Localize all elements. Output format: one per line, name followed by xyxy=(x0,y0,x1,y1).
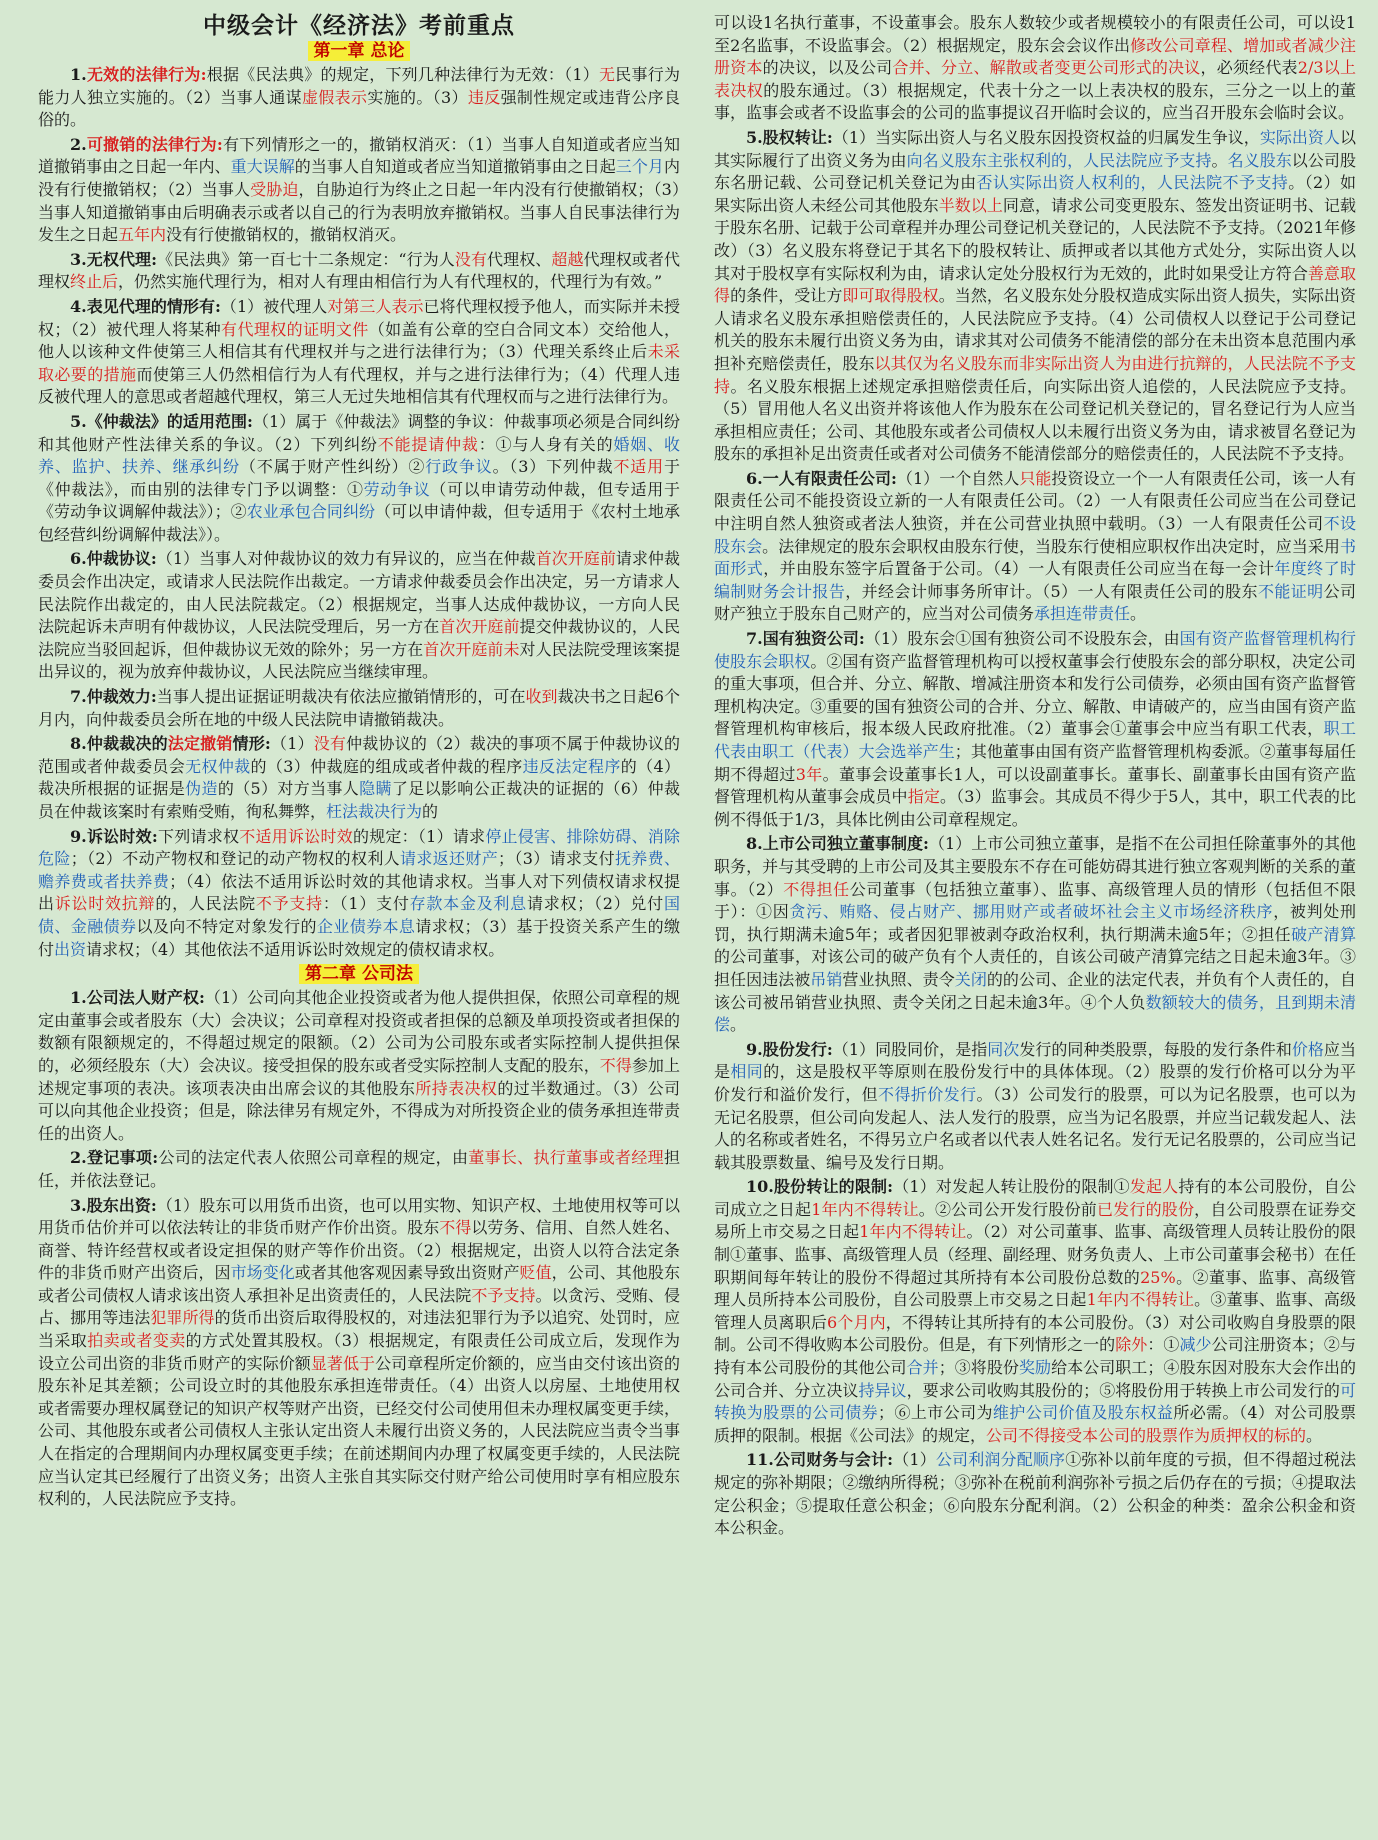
text-run: 犯罪所得 xyxy=(150,1308,215,1328)
text-run: 枉法裁决行为 xyxy=(326,802,423,821)
section-label: 1.公司法人财产权: xyxy=(70,988,205,1008)
text-run: 善意取得 xyxy=(714,263,1356,306)
text-run: 有代理权的证明文件 xyxy=(221,319,369,339)
text-run: 持异议 xyxy=(858,1380,907,1400)
text-run: 的货币出资后取得股权的，对违法犯罪行为予以追究、处罚时，应当采取 xyxy=(38,1308,680,1351)
section-label: 6.一人有限责任公司: xyxy=(746,468,897,488)
text-run: 修改公司章程、增加或者减少注册资本 xyxy=(714,35,1356,78)
text-run: 的规定：（1）请求 xyxy=(352,826,486,846)
section-paragraph xyxy=(714,1176,1356,1447)
text-run: 国债、金融债券 xyxy=(38,894,680,936)
section-label: 2. xyxy=(70,134,87,154)
section-paragraph xyxy=(714,833,1356,1036)
text-run: 1年内不得转让 xyxy=(811,1199,919,1219)
text-run: 向名义股东主张权利的，人民法院应予支持 xyxy=(906,150,1212,170)
text-run: 请求返还财产 xyxy=(400,849,499,869)
text-run: 25% xyxy=(1140,1267,1176,1287)
text-run: 贬值 xyxy=(519,1263,552,1283)
text-run: 不予支持 xyxy=(471,1285,536,1305)
chapter-heading xyxy=(38,41,680,61)
section-label: 可撤销的法律行为: xyxy=(86,134,223,154)
section-paragraph xyxy=(714,468,1356,626)
section-label: 7.国有独资公司: xyxy=(746,629,865,649)
section-paragraph xyxy=(714,12,1356,125)
section-label: 6.仲裁协议: xyxy=(70,549,157,569)
text-run: 企业债券本息 xyxy=(316,916,416,936)
text-run: （1）股东可以用货币出资，也可以用实物、知识产权、土地使用权等可以用货币估价并可以依法转让的非货币财产作价出资。股东 xyxy=(38,1195,680,1238)
text-run: 没有行使撤销权的，撤销权消灭。 xyxy=(166,225,407,245)
text-run: 不能证明 xyxy=(1257,581,1324,601)
text-run: ，并由股东签字后置备于公司。（4）一人有限责任公司应当在每一会计 xyxy=(763,559,1275,579)
text-run: （1） xyxy=(270,734,314,754)
text-run: 即可取得股权 xyxy=(842,286,939,306)
text-run: 发行的同种类股票，每股的发行条件和 xyxy=(1019,1039,1292,1059)
text-run: 承担连带责任 xyxy=(1034,604,1131,624)
text-run: （可以申请劳动仲裁，但专适用于《劳动争议调解仲裁法》）；② xyxy=(38,479,680,522)
text-run: ：①与人身有关的 xyxy=(478,434,614,454)
text-run: 公司不得接受本公司的股票作为质押权的标的 xyxy=(986,1425,1307,1445)
section-paragraph xyxy=(38,686,680,731)
text-run: 董事长、执行董事或者经理 xyxy=(468,1148,664,1168)
text-run: 关闭 xyxy=(954,969,987,989)
left-column xyxy=(38,12,680,1832)
text-run: 的，人民法院 xyxy=(155,894,256,914)
text-run: 不予支持 xyxy=(255,894,323,914)
section-label: 4.表见代理的情形有: xyxy=(70,296,221,316)
text-run: 年度终了时编制财务会计报告 xyxy=(714,559,1356,601)
text-run: 存款本金及利息 xyxy=(409,894,527,914)
text-run: 贪污、贿赂、侵占财产、挪用财产或者破坏社会主义市场经济秩序 xyxy=(789,902,1274,922)
text-run: 。名义股东根据上述规定承担赔偿责任后，向实际出资人追偿的，人民法院应予支持。（5）冒用他人名义出资并将该他人作为股东在公司登记机关登记的，冒名登记行为人应当承担相应责任；公司、其他股东或者公司债权人以未履行出资义务为由，请求被冒名登记为股东的承担补足出资责任或者对公司债务不能清偿部分的赔偿责任的，人民法院不予支持。 xyxy=(714,376,1356,464)
text-run: 以及向不特定对象发行的 xyxy=(136,916,317,936)
section-paragraph xyxy=(38,1195,680,1511)
section-paragraph xyxy=(714,1449,1356,1539)
section-label: 1. xyxy=(70,65,87,84)
text-run: 公司的法定代表人依照公司章程的规定，由 xyxy=(158,1148,469,1168)
section-paragraph xyxy=(38,249,680,294)
text-run: 的，这是股权平等原则在股份发行中的具体体现。（2）股票的发行价格可以分为平价发行和溢价发行，但 xyxy=(714,1062,1356,1104)
text-run: 的（4）裁决所根据的证据是 xyxy=(38,756,680,799)
text-run: 公司注册资本；②与持有本公司股份的其他公司 xyxy=(714,1335,1356,1378)
text-run: 农业承包合同纠纷 xyxy=(246,502,376,522)
text-run: 伪造 xyxy=(185,779,218,799)
text-run: （1）公司向其他企业投资或者为他人提供担保，依照公司章程的规定由董事会或者股东（大）会决议；公司章程对投资或者担保的总额及单项投资或者担保的数额有限额规定的，不得超过规定的限额。（2）公司为公司股东或者实际控制人提供担保的，必须经股东（大）会决议。接受担保的股东或者受实际控制人支配的股东， xyxy=(38,988,680,1075)
text-run: 。②公司公开发行股份前 xyxy=(918,1199,1097,1219)
text-run: 可转换为股票的公司债券 xyxy=(714,1380,1356,1423)
text-run: 三个月 xyxy=(615,157,664,177)
text-run: 首次开庭前 xyxy=(439,617,520,637)
text-run: 违反 xyxy=(467,87,501,107)
text-run: 以其实际履行了出资义务为由 xyxy=(714,127,1356,170)
text-run: 而使第三人仍然相信行为人有代理权，并与之进行法律行为；（4）代理人违反被代理人的意思或者超越代理权，第三人无过失地相信其有代理权而与之进行法律行为。 xyxy=(38,364,680,407)
section-label: 10.股份转让的限制: xyxy=(746,1177,894,1197)
text-run: 收到 xyxy=(525,687,558,707)
text-run: 给本公司职工；④股东因对股东大会作出的公司合并、分立决议 xyxy=(714,1358,1356,1400)
text-run: 公司财产独立于股东自己财产的，应当对公司债务 xyxy=(714,581,1356,624)
right-column xyxy=(714,12,1356,1832)
text-run: 未采取必要的措施 xyxy=(38,342,680,384)
text-run: 请求仲裁委员会作出决定，或请求人民法院作出裁定。一方请求仲裁委员会作出决定，另一方请求人民法院作出裁定的，由人民法院裁定。（2）根据规定，当事人达成仲裁协议，一方向人民法院起诉未声明有仲裁协议，人民法院受理后，另一方在 xyxy=(38,549,680,637)
text-run: 当事人提出证据证明裁决有依法应撤销情形的，可在 xyxy=(156,687,526,707)
text-run: 。 xyxy=(730,1015,747,1035)
text-run: 1年内不得转让 xyxy=(1086,1290,1195,1310)
text-run: ，不得转让其所持有的本公司股份。（3）对公司收购自身股票的限制。公司不得收购本公司股份。但是，有下列情形之一的 xyxy=(714,1312,1356,1355)
section-paragraph xyxy=(38,987,680,1145)
text-run: ，仍然实施代理行为，相对人有理由相信行为人有代理权的，代理行为有效。” xyxy=(118,272,663,292)
section-label: 无效的法律行为: xyxy=(86,65,207,84)
chapter-heading-text: 第一章 总论 xyxy=(308,41,411,61)
text-run: 。当然，名义股东处分股权造成实际出资人损失，实际出资人请求名义股东承担赔偿责任的，人民法院应予支持。（4）公司债权人以登记于公司登记机关的股东未履行出资义务为由，请求其对公司债务不能清偿的部分在未出资本息范围内承担补充赔偿责任，股东 xyxy=(714,286,1356,373)
text-run: 的决议，以及公司 xyxy=(762,58,893,78)
text-run: 不适用 xyxy=(613,457,664,477)
text-run: 《民法典》第一百七十二条规定：“行为人 xyxy=(157,249,455,269)
text-run: 。③董事、监事、高级管理人员离职后 xyxy=(714,1290,1356,1332)
text-run: 出资 xyxy=(54,939,87,959)
section-paragraph xyxy=(38,134,680,247)
text-run: 的的公司、企业的法定代表，并负有个人责任的，自该公司被吊销营业执照、责令关闭之日起未逾3年。④个人负 xyxy=(714,969,1356,1012)
text-run: 仲裁协议的（2）裁决的事项不属于仲裁协议的范围或者仲裁委员会 xyxy=(38,734,680,776)
text-run: 投资设立一个一人有限责任公司，该一人有限责任公司不能投资设立新的一人有限责任公司。（2）一人有限责任公司应当在公司登记中注明自然人独资或者法人独资，并在公司营业执照中载明。（3）一人有限责任公司 xyxy=(714,468,1356,534)
text-run: 持有的本公司股份，自公司成立之日起 xyxy=(714,1177,1356,1219)
section-paragraph xyxy=(714,127,1356,466)
text-run: 裁决书之日起6个月内，向仲裁委员会所在地的中级人民法院申请撤销裁决。 xyxy=(38,687,680,729)
text-run: 公司董事（包括独立董事）、监事、高级管理人员的情形（包括但不限于）：①因 xyxy=(714,879,1356,922)
text-run: 。 xyxy=(1211,150,1228,170)
text-run: 婚姻、收养、监护、扶养、继承纠纷 xyxy=(38,434,680,477)
chapter-heading xyxy=(38,964,680,984)
text-run: 提交仲裁协议的，人民法院应当驳回起诉，但仲裁协议无效的除外；另一方在 xyxy=(38,617,680,659)
text-run: 。董事会设董事长1人，可以设副董事长。董事长、副董事长由国有资产监督管理机构从董事会成员中 xyxy=(714,764,1356,807)
text-run: 所必需。（4）对公司股票质押的限制。根据《公司法》的规定， xyxy=(714,1403,1356,1445)
text-run: 应当是 xyxy=(714,1039,1356,1082)
text-run: ：① xyxy=(1147,1335,1180,1355)
text-run: 民事行为能力人独立实施的。（2）当事人通谋 xyxy=(38,65,680,107)
text-run: ①弥补以前年度的亏损，但不得超过税法规定的弥补期限；②缴纳所得税；③弥补在税前利润弥补亏损之后仍存在的亏损；④提取法定公积金；⑤提取任意公积金；⑥向股东分配利润。（2）公积金的种类：盈余公积金和资本公积金。 xyxy=(714,1450,1356,1538)
text-run: （1）被代理人 xyxy=(220,296,328,316)
section-paragraph xyxy=(714,1039,1356,1175)
text-run: 减少 xyxy=(1179,1335,1212,1355)
text-run: 的条件，受让方 xyxy=(730,286,843,306)
text-run: 同次 xyxy=(987,1039,1020,1059)
text-run: 。（2）对公司董事、监事、高级管理人员转让股份的限制①董事、监事、高级管理人员（经理、副经理、财务负责人、上市公司董事会秘书）在任职期间每年转让的股份不得超过其所持有本公司股份总数的 xyxy=(714,1222,1356,1287)
text-run: 首次开庭前 xyxy=(535,549,616,569)
text-run: 名义股东 xyxy=(1227,150,1292,170)
text-run: 营业执照、责令 xyxy=(842,969,955,989)
text-run: 隐瞒 xyxy=(359,779,392,799)
text-run: （1） xyxy=(893,1450,936,1470)
text-run: 担任，并依法登记。 xyxy=(38,1148,680,1190)
text-run: 破产清算 xyxy=(1290,924,1356,944)
text-run: 书面形式 xyxy=(714,536,1356,579)
text-run: ，自公司股票在证券交易所上市交易之日起 xyxy=(714,1199,1356,1242)
text-run: ；⑥上市公司为 xyxy=(878,1403,993,1423)
text-run: 。以贪污、受贿、侵占、挪用等违法 xyxy=(38,1285,680,1328)
text-run: 职工代表由职工（代表）大会选举产生 xyxy=(714,719,1356,761)
text-run: 公司章程所定价额的，应当由交付该出资的股东补足其差额；公司设立时的其他股东承担连带责任。（4）出资人以房屋、土地使用权或者需要办理权属登记的知识产权等财产出资，已经交付公司使用但未办理权属变更手续，公司、其他股东或者公司债权人主张认定出资人未履行出资义务的，人民法院应当责令当事人在指定的合理期间内办理权属变更手续；在前述期间内办理了权属变更手续的，人民法院应当认定其已经履行了出资义务；出资人主张自其实际交付财产给公司使用时享有相应股东权利的，人民法院应予支持。 xyxy=(38,1353,680,1509)
text-run: ，必须经代表 xyxy=(1200,58,1298,78)
section-label: 11.公司财务与会计: xyxy=(746,1450,894,1470)
section-paragraph xyxy=(38,296,680,409)
text-run: 的过半数通过。（3）公司可以向其他企业投资；但是，除法律另有规定外，不得成为对所投资企业的债务承担连带责任的出资人。 xyxy=(38,1078,680,1143)
text-run: 不适用诉讼时效 xyxy=(239,826,353,846)
text-run: 无权仲裁 xyxy=(185,756,251,776)
text-run: 国有资产监督管理机构行使股东会职权 xyxy=(714,629,1356,671)
text-run: 不设股东会 xyxy=(714,514,1356,556)
text-run: 没有 xyxy=(313,734,347,754)
text-run: ；③将股份 xyxy=(938,1358,1019,1378)
text-run: 。法律规定的股东会职权由股东行使，当股东行使相应职权作出决定时，应当采用 xyxy=(762,536,1340,556)
text-run: 合并、分立、解散或者变更公司形式的决议 xyxy=(892,58,1201,78)
text-run: 1年内不得转让 xyxy=(859,1222,967,1242)
text-run: （1）上市公司独立董事，是指不在公司担任除董事外的其他职务，并与其受聘的上市公司及其主要股东不存在可能妨碍其进行独立客观判断的关系的董事。（2） xyxy=(714,834,1356,899)
text-run: ，要求公司收购其股份的；⑤将股份用于转换上市公司发行的 xyxy=(906,1380,1340,1400)
text-run: （可以申请仲裁，但专适用于《农村土地承包经营纠纷调解仲裁法》）。 xyxy=(38,502,680,544)
text-run: 于《仲裁法》，而由别的法律专门予以调整：① xyxy=(38,457,680,499)
section-paragraph xyxy=(38,411,680,547)
text-run: 只能 xyxy=(1019,468,1052,488)
text-run: 除外 xyxy=(1115,1335,1148,1355)
text-run: 行政争议 xyxy=(425,457,493,477)
text-run: 。 xyxy=(1306,1425,1323,1445)
text-run: 指定 xyxy=(907,787,940,807)
text-run: ：（1）支付 xyxy=(322,894,410,914)
text-run: 奖励 xyxy=(1018,1358,1052,1378)
section-paragraph xyxy=(714,628,1356,831)
text-run: 的 xyxy=(422,802,439,821)
text-run: 受胁迫 xyxy=(250,179,299,199)
text-run: 不得折价发行 xyxy=(878,1084,977,1104)
section-label: 8.上市公司独立董事制度: xyxy=(746,834,929,854)
text-run: 根据《民法典》的规定，下列几种法律行为无效：（1） xyxy=(206,65,599,84)
section-label: 7.仲裁效力: xyxy=(70,687,157,707)
text-run: 。（3）下列仲裁 xyxy=(492,457,614,477)
text-run: 对第三人表示 xyxy=(327,296,424,316)
text-run: 否认实际出资人权利的，人民法院不予支持 xyxy=(976,173,1289,193)
text-run: 维护公司价值及股东权益 xyxy=(992,1403,1174,1423)
section-label: 9.诉讼时效: xyxy=(70,826,158,846)
text-run: 半数以上 xyxy=(938,195,1003,215)
text-run: 的公司董事，对该公司的破产负有个人责任的，自该公司破产清算完结之日起未逾3年。③担任因违法被 xyxy=(714,947,1356,989)
document-title: 中级会计《经济法》考前重点 xyxy=(203,12,515,39)
section-label: 3.股东出资: xyxy=(70,1195,157,1215)
text-run: 。②董事、监事、高级管理人员所持本公司股份，自公司股票上市交易之日起 xyxy=(714,1267,1356,1310)
text-run: 终止后 xyxy=(70,272,119,292)
text-run: 虚假表示 xyxy=(301,87,368,107)
text-run: 超越 xyxy=(551,249,584,269)
text-run: 。（3）监事会。其成员不得少于5人，其中，职工代表的比例不得低于1/3，具体比例由公司章程规定。 xyxy=(714,787,1356,829)
text-run: ；（3）请求支付 xyxy=(498,849,615,869)
text-run: 发起人 xyxy=(1129,1177,1179,1197)
section-paragraph xyxy=(38,1147,680,1192)
text-run: ；（4）依法不适用诉讼时效的其他请求权。当事人对下列债权请求权提出 xyxy=(38,871,680,914)
text-run: 已发行的股份 xyxy=(1096,1199,1195,1219)
text-run: 不得担任 xyxy=(783,879,850,899)
chapter-heading-text: 第二章 公司法 xyxy=(299,964,419,984)
text-run: （1）同股同价，是指 xyxy=(832,1039,988,1059)
text-run: 无 xyxy=(599,65,616,84)
section-label: 5.股权转让: xyxy=(746,127,833,147)
text-run: 以公司股东名册记载、公司登记机关登记为由 xyxy=(714,150,1356,193)
text-run: 对人民法院受理该案提出异议的，视为放弃仲裁协议，人民法院应当继续审理。 xyxy=(38,639,680,682)
section-paragraph xyxy=(38,548,680,684)
text-run: 同意，请求公司变更股东、签发出资证明书、记载于股东名册、记载于公司章程并办理公司登记机关登记的，人民法院不予支持。（2021年修改）（3）名义股东将登记于其名下的股权转让、质押或者以其他方式处分，实际出资人以其对于股权享有实际权利为由，请求认定处分股权行为无效的，此时如果受让方符合 xyxy=(714,195,1356,283)
text-run: 价格 xyxy=(1291,1039,1324,1059)
text-run: 。（3）公司发行的股票，可以为记名股票，也可以为无记名股票，但公司向发起人、法人发行的股票，应当为记名股票，并应当记载发起人、法人的名称或者姓名，不得另立户名或者以代表人姓名记名。发行无记名股票的，公司应当记载其股票数量、编号及发行日期。 xyxy=(714,1084,1356,1172)
text-run: 6个月内 xyxy=(826,1312,886,1332)
text-run: 的方式处置其股权。（3）根据规定，有限责任公司成立后，发现作为设立公司出资的非货币财产的实际价额 xyxy=(38,1331,680,1373)
text-run: 不得 xyxy=(439,1218,472,1238)
text-run: 不能提请仲裁 xyxy=(377,434,479,454)
text-run: 停止侵害、排除妨碍、消除危险 xyxy=(38,826,680,869)
text-run: 没有 xyxy=(454,249,488,269)
text-run: 重大误解 xyxy=(230,157,295,177)
two-column-layout xyxy=(38,12,1356,1832)
text-run: 的（3）仲裁庭的组成或者仲裁的程序 xyxy=(250,756,523,776)
text-run: （1）对发起人转让股份的限制① xyxy=(893,1177,1130,1197)
text-run: 已将代理权授予他人，而实际并未授权；（2）被代理人将某种 xyxy=(38,296,680,339)
text-run: 显著低于 xyxy=(310,1353,376,1373)
text-run: ，自胁迫行为终止之日起一年内没有行使撤销权；（3）当事人知道撤销事由后明确表示或者以自己的行为表明放弃撤销权。当事人自民事法律行为发生之日起 xyxy=(38,179,680,245)
text-run: 的股东通过。（3）根据规定，代表十分之一以上表决权的股东，三分之一以上的董事，监事会或者不设监事会的公司的监事提议召开临时会议的，应当召开股东会临时会议。 xyxy=(714,80,1356,123)
text-run: 以其仅为名义股东而非实际出资人为由进行抗辩的，人民法院不予支持 xyxy=(714,353,1356,396)
section-label: 2.登记事项: xyxy=(70,1148,159,1168)
text-run: ；其他董事由国有资产监督管理机构委派。②董事每届任期不得超过 xyxy=(714,742,1356,784)
section-label: 情形: xyxy=(232,734,271,754)
text-run: ，公司、其他股东或者公司债权人请求该出资人承担补足出资责任的，人民法院 xyxy=(38,1263,680,1305)
section-label: 5.《仲裁法》的适用范围: xyxy=(70,411,253,431)
text-run: 的当事人自知道或者应当知道撤销事由之日起 xyxy=(294,157,616,177)
text-run: 了足以影响公正裁决的证据的（6）仲裁员在仲裁该案时有索贿受贿，徇私舞弊， xyxy=(38,779,680,821)
text-run: 拍卖或者变卖 xyxy=(87,1331,186,1351)
section-paragraph xyxy=(38,826,680,962)
text-run: （1）当实际出资人与名义股东因投资权益的归属发生争议， xyxy=(832,127,1260,147)
text-run: 实际出资人 xyxy=(1259,127,1340,147)
text-run: 诉讼时效抗辩 xyxy=(54,894,156,914)
text-run: 不得 xyxy=(599,1055,632,1075)
section-label: 3.无权代理: xyxy=(70,249,158,269)
text-run: 数额较大的债务，且到期未清偿 xyxy=(714,992,1356,1035)
text-run: 市场变化 xyxy=(230,1263,295,1283)
text-run: ；（2）不动产物权和登记的动产物权的权利人 xyxy=(70,849,400,869)
text-run: （如盖有公章的空白合同文本）交给他人，他人以该种文件使第三人相信其有代理权并与之进行法律行为；（3）代理关系终止后 xyxy=(38,319,680,362)
text-run: 代理权或者代理权 xyxy=(38,249,680,292)
text-run: （1）一个自然人 xyxy=(896,468,1020,488)
section-paragraph xyxy=(38,733,680,823)
text-run: 的（5）对方当事人 xyxy=(217,779,360,799)
text-run: 参加上述规定事项的表决。该项表决由出席会议的其他股东 xyxy=(38,1055,680,1098)
text-run: 2/3以上表决权 xyxy=(714,58,1356,100)
text-run: （1）股东会①国有独资公司不设股东会，由 xyxy=(864,629,1180,649)
text-run: 可以设1名执行董事，不设董事会。股东人数较少或者规模较小的有限责任公司，可以设1至2名监事，不设监事会。（2）根据规定，股东会会议作出 xyxy=(714,13,1356,55)
text-run: 请求权；（4）其他依法不适用诉讼时效规定的债权请求权。 xyxy=(86,939,505,959)
text-run: 吊销 xyxy=(810,969,843,989)
text-run: 首次开庭前未 xyxy=(423,639,520,659)
text-run: 违反法定程序 xyxy=(522,756,621,776)
text-run: 3年 xyxy=(795,764,823,784)
text-run: 实施的。（3） xyxy=(367,87,468,107)
text-run: 。（2）如果实际出资人未经公司其他股东 xyxy=(714,173,1356,215)
text-run: 或者其他客观因素导致出资财产 xyxy=(294,1263,520,1283)
text-run: 。 xyxy=(1130,604,1147,624)
text-run: ，并经会计师事务所审计。（5）一人有限责任公司的股东 xyxy=(845,581,1258,601)
text-run: 合并 xyxy=(906,1358,939,1378)
text-run: （1）属于《仲裁法》调整的争议：仲裁事项必须是合同纠纷和其他财产性法律关系的争议。（2）下列纠纷 xyxy=(38,411,680,454)
text-run: 下列请求权 xyxy=(157,826,240,846)
text-run: 公司利润分配顺序 xyxy=(935,1450,1066,1470)
text-run: 内没有行使撤销权；（2）当事人 xyxy=(38,157,680,199)
text-run: 所持表决权 xyxy=(415,1078,498,1098)
text-run: 请求权；（3）基于投资关系产生的缴付 xyxy=(38,916,680,959)
text-run: 。②国有资产监督管理机构可以授权董事会行使股东会的部分职权，决定公司的重大事项，但合并、分立、解散、增减注册资本和发行公司债券，必须由国有资产监督管理机构决定。③重要的国有独资公司的合并、分立、解散、申请破产的，应当由国有资产监督管理机构审核后，报本级人民政府批准。（2）董事会①董事会中应当有职工代表， xyxy=(714,651,1356,739)
text-run: 五年内 xyxy=(118,225,167,245)
section-label: 8.仲裁裁决的 xyxy=(70,734,168,754)
text-run: 相同 xyxy=(730,1062,764,1082)
text-run: 强制性规定或违背公序良俗的。 xyxy=(38,87,680,130)
text-run: ，被判处刑罚，执行期满未逾5年；或者因犯罪被剥夺政治权利，执行期满未逾5年；②担任 xyxy=(714,902,1356,944)
text-run: （1）当事人对仲裁协议的效力有异议的，应当在仲裁 xyxy=(156,549,536,569)
text-run: 劳动争议 xyxy=(363,479,431,499)
text-run: （不属于财产性纠纷）② xyxy=(240,457,426,477)
text-run: 以劳务、信用、自然人姓名、商誉、特许经营权或者设定担保的财产等作价出资。（2）根据规定，出资人以符合法定条件的非货币财产出资后，因 xyxy=(38,1218,680,1283)
text-run: 抚养费、赡养费或者扶养费 xyxy=(38,849,680,891)
text-run: 有下列情形之一的，撤销权消灭：（1）当事人自知道或者应当知道撤销事由之日起一年内、 xyxy=(38,134,680,177)
section-label: 法定撤销 xyxy=(167,734,233,754)
section-paragraph xyxy=(38,64,680,132)
text-run: 代理权、 xyxy=(487,249,552,269)
section-label: 9.股份发行: xyxy=(746,1039,833,1059)
text-run: 请求权；（2）兑付 xyxy=(526,894,664,914)
